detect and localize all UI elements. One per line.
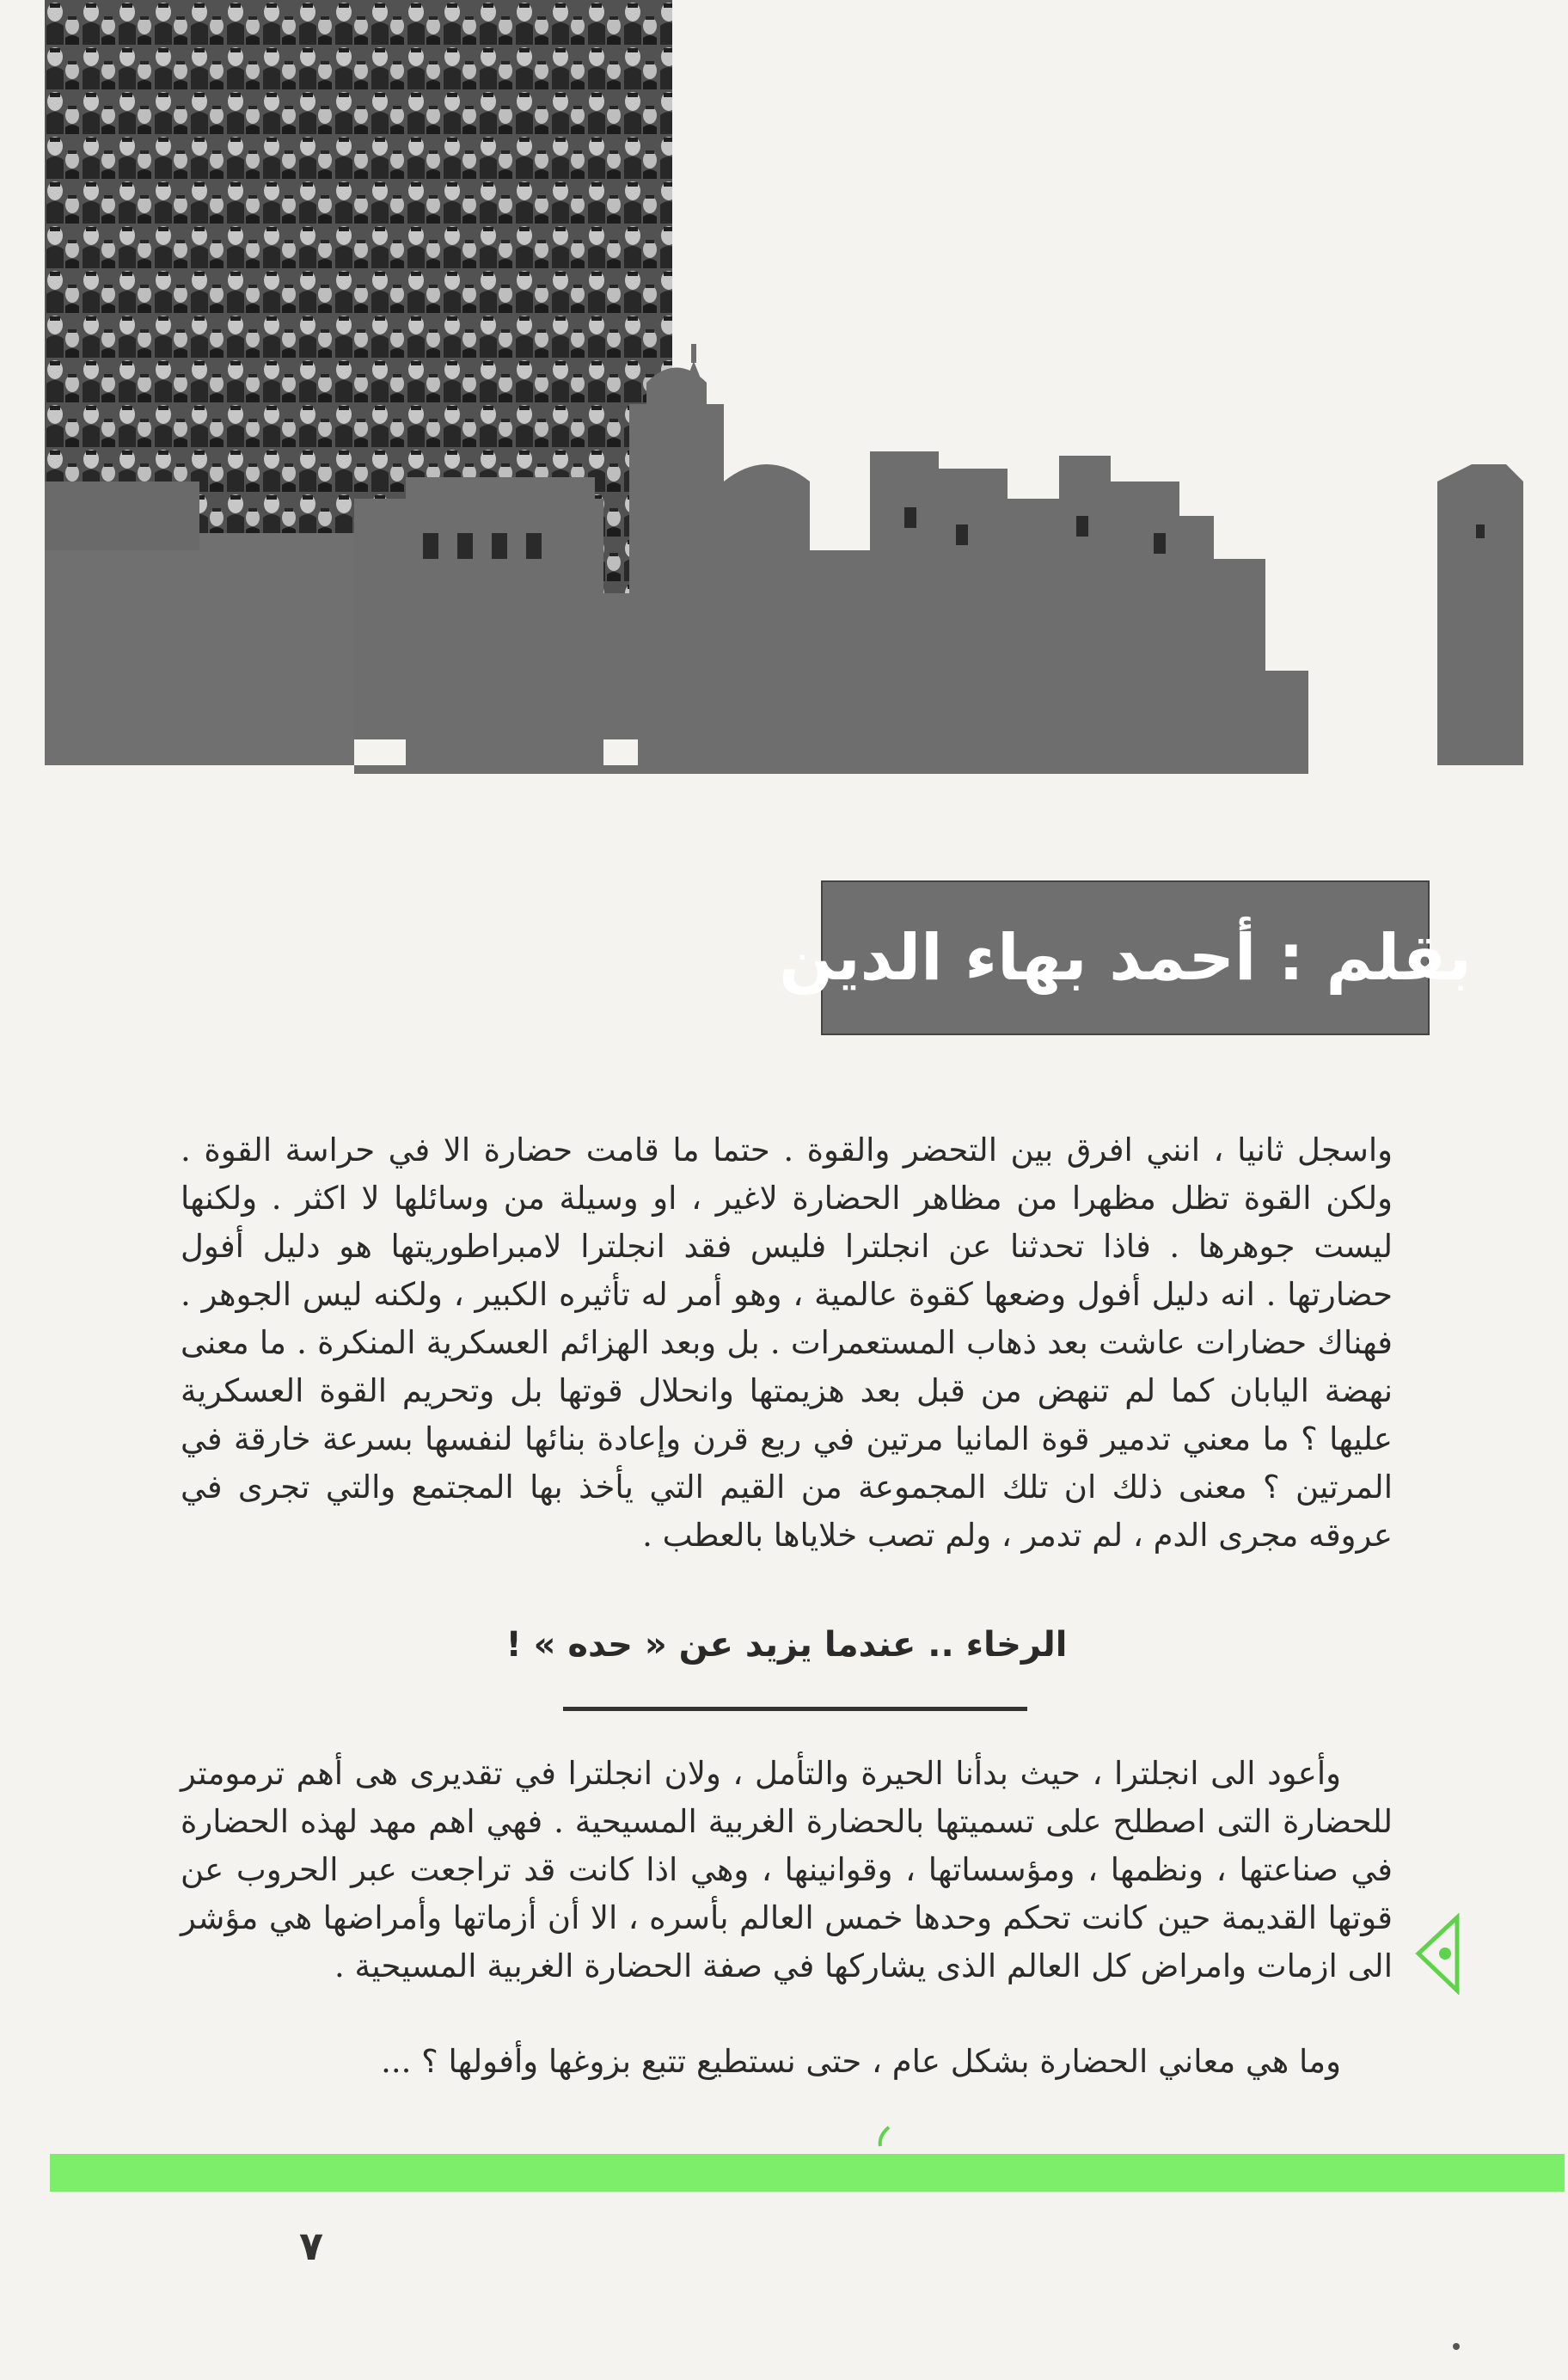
- byline-box: [779, 880, 1472, 1035]
- article-paragraph-3: وما هي معاني الحضارة بشكل عام ، حتى نستطيع تتبع بزوغها وأفولها ؟ ...: [381, 2043, 1341, 2080]
- crowd-skyline-photo: [45, 0, 1566, 817]
- corner-mark: [1453, 2343, 1460, 2350]
- green-footer-band: [50, 2154, 1565, 2192]
- green-triangle-icon: [1414, 1913, 1461, 1995]
- article-paragraph-2: وأعود الى انجلترا ، حيث بدأنا الحيرة والتأمل ، ولان انجلترا في تقديرى هى أهم ترمومتر للحضارة التى اصطلح على تسميتها بالحضارة الغربية المسيحية . فهي اهم مهد لهذه الحضارة في صناعتها ، ونظمها ، ومؤسساتها ، وقوانينها ، وهي اذا كانت قد تراجعت عبر الحروب عن قوتها القديمة حين كانت تحكم وحدها خمس العالم بأسره ، الا أن أزماتها وأمراضها هي مؤشر الى ازمات وامراض كل العالم الذى يشاركها في صفة الحضارة الغربية المسيحية .: [181, 1755, 1393, 1984]
- subheading-rule: [563, 1707, 1027, 1711]
- article-paragraph-1: واسجل ثانيا ، انني افرق بين التحضر والقوة . حتما ما قامت حضارة الا في حراسة القوة . ولكن القوة تظل مظهرا من مظاهر الحضارة لاغير ، او وسيلة من وسائلها لا اكثر . ولكنها ليست جوهرها . فاذا تحدثنا عن انجلترا فليس فقد انجلترا لامبراطوريتها هو دليل أفول حضارتها . انه دليل أفول وضعها كقوة عالمية ، وهو أمر له تأثيره الكبير ، ولكنه ليس الجوهر . فهناك حضارات عاشت بعد ذهاب المستعمرات . بل وبعد الهزائم العسكرية المنكرة . ما معنى نهضة اليابان كما لم تنهض من قبل بعد هزيمتها وانحلال قوتها بل وتحريم القوة العسكرية عليها ؟ ما معني تدمير قوة المانيا مرتين في ربع قرن وإعادة بنائها لنفسها بسرعة خارقة في المرتين ؟ معنى ذلك ان تلك المجموعة من القيم التي يأخذ بها المجتمع والتي تجرى في عروقه مجرى الدم ، لم تدمر ، ولم تصب خلاياها بالعطب .: [181, 1132, 1393, 1554]
- section-subheading: الرخاء .. عندما يزيد عن « حده » !: [505, 1625, 1068, 1665]
- byline-author: بقلم : أحمد بهاء الدين: [779, 921, 1472, 995]
- page-number: ٧: [299, 2223, 324, 2269]
- band-mark-icon: [877, 2124, 894, 2150]
